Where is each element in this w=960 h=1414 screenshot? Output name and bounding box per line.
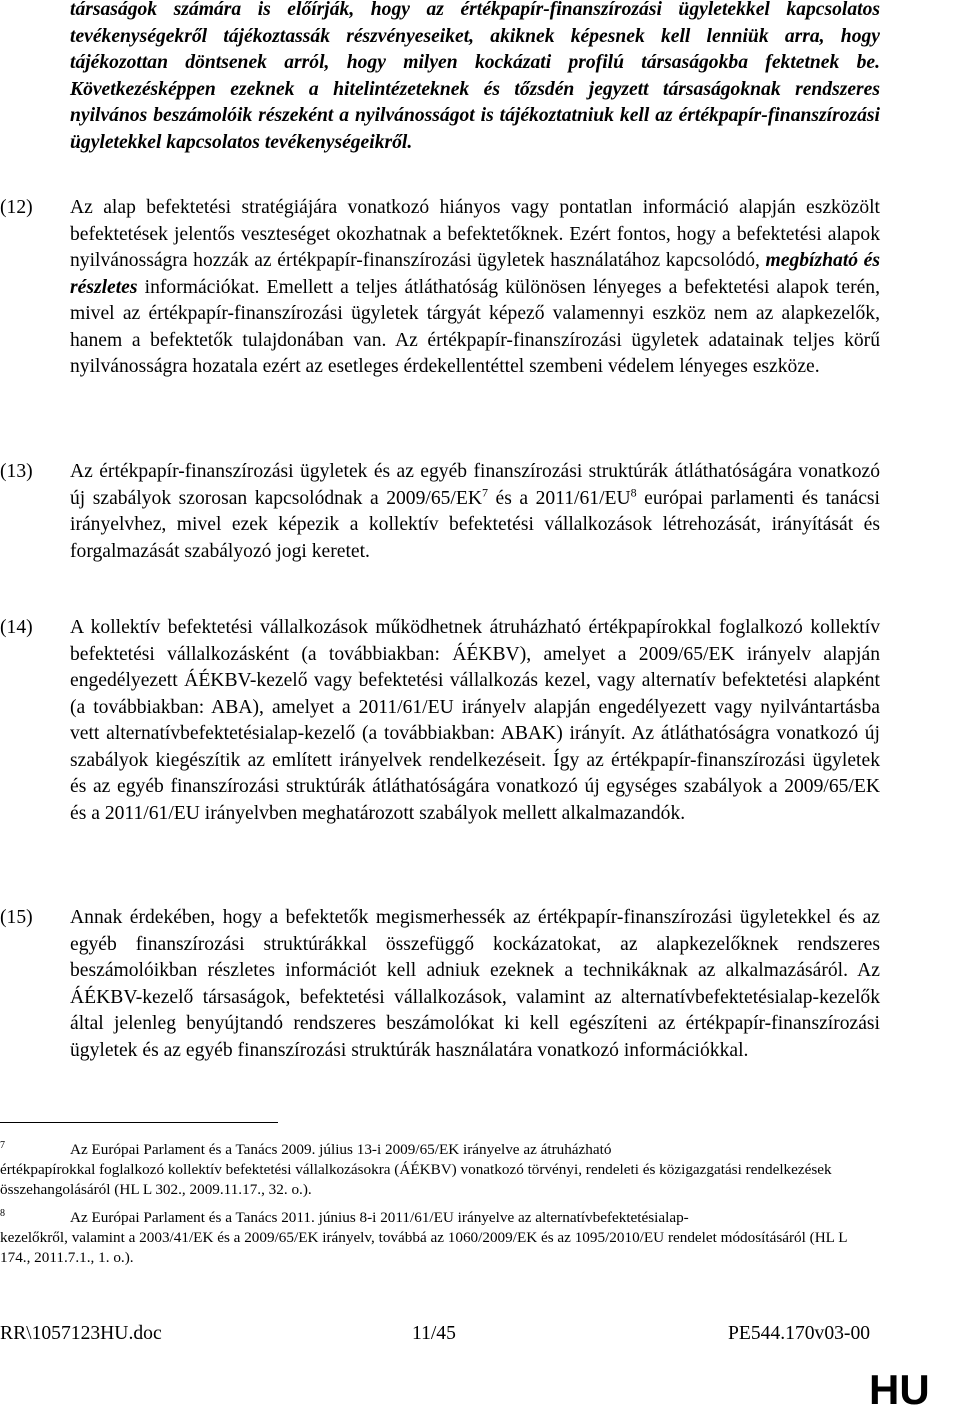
footer-page-number: 11/45 [412, 1323, 456, 1344]
footnote-first-line: Az Európai Parlament és a Tanács 2009. július 13-i 2009/65/EK irányelve az átruházható [70, 1141, 612, 1158]
footnote-7 [0, 1140, 880, 1200]
paragraph-15 [0, 905, 880, 1064]
footnote-ref-7[interactable]: 7 [481, 484, 488, 499]
footnote-mark: 7 [0, 1140, 5, 1151]
text-segment: információkat. Emellett a teljes átláthatóság különösen lényeges a befektetési alapok terén, mivel az értékpapír-finanszírozási ügyletek tárgyát képező valamennyi eszköz nem az alapkezelők, hanem a befektetők tulajdonában van. Az értékpapír-finanszírozási ügyletek adatainak teljes körű nyilvánosságra hozatala ezért az esetleges érdekellentéttel szembeni védelem lényeges eszköze. [70, 276, 880, 377]
footnote-separator [0, 1122, 278, 1123]
paragraph-text [70, 195, 880, 381]
text-segment: európai parlamenti és tanácsi irányelvhez, mivel ezek képezik a kollektív befektetési vállalkozások létrehozását, irányítását és forgalmazását szabályozó jogi keretet. [70, 487, 880, 562]
footnote-8 [0, 1208, 880, 1268]
paragraph-text: A kollektív befektetési vállalkozások működhetnek átruházható értékpapírokkal foglalkozó kollektív befektetési vállalkozásként (a továbbiakban: ÁÉKBV), amelyet a 2009/65/EK irányelv alapján engedélyezett ÁÉKBV-kezelő vagy befektetési vállalkozás kezel, vagy alternatív befektetési alapként (a továbbiakban: ABA), amelyet a 2011/61/EU irányelv alapján engedélyezett vagy nyilvántartásba vett alternatívbefektetésialap-kezelő (a továbbiakban: ABAK) irányít. Az átláthatóságra vonatkozó új szabályok kiegészítik az említett irányelvek rendelkezéseit. Így az értékpapír-finanszírozási ügyletek és az egyéb finanszírozási struktúrák átláthatóságára vonatkozó új egységes szabályok a 2009/65/EK és a 2011/61/EU irányelvben meghatározott szabályok mellett alkalmazandók. [70, 617, 880, 824]
footer-pe-ref: PE544.170v03-00 [728, 1323, 871, 1344]
paragraph-14 [0, 615, 880, 827]
text-segment: Az értékpapír-finanszírozási ügyletek és az egyéb finanszírozási struktúrák átláthatóságára vonatkozó új szabályok szorosan kapcsolódnak a 2009/65/EK [70, 461, 880, 509]
text-segment: és a 2011/61/EU [487, 487, 631, 509]
paragraph-text: Annak érdekében, hogy a befektetők megismerhessék az értékpapír-finanszírozási ügyletekkel és az egyéb finanszírozási struktúrákkal összefüggő kockázatokat, az alapkezelőknek rendszeres beszámolóikban részletes információt kell adniuk ezeknek a technikáknak az alkalmazásáról. Az ÁÉKBV-kezelő társaságok, befektetési vállalkozások, valamint az alternatívbefektetésialap-kezelők által jelenleg benyújtandó rendszeres beszámolókat ki kell egészíteni az értékpapír-finanszírozási ügyletek és az egyéb finanszírozási struktúrák használatára vonatkozó információkkal. [70, 907, 880, 1061]
intro-paragraph: társaságok számára is előírják, hogy az értékpapír-finanszírozási ügyletekkel kapcsolatos tevékenységekről tájékoztassák részvényeseiket, akiknek képesnek kell lenniük arra, hogy tájékozottan döntsenek arról, hogy milyen kockázati profilú társaságokba fektetnek be. Következésképpen ezeknek a hitelintézeteknek és tőzsdén jegyzett társaságoknak rendszeres nyilvános beszámolóik részeként a nyilvánosságot is tájékoztatniuk kell az értékpapír-finanszírozási ügyletekkel kapcsolatos tevékenységeikről. [70, 0, 880, 153]
footer-doc-ref: RR\1057123HU.doc [0, 1323, 162, 1344]
footnote-text: értékpapírokkal foglalkozó kollektív befektetési vállalkozásokra (ÁÉKBV) vonatkozó törvényi, rendeleti és közigazgatási rendelkezések összehangolásáról (HL L 302., 2009.11.17., 32. o.). [0, 1161, 832, 1198]
footnote-text: kezelőkről, valamint a 2003/41/EK és a 2009/65/EK irányelv, továbbá az 1060/2009/EK és az 1095/2010/EU rendelet módosításáról (HL L 174., 2011.7.1., 1. o.). [0, 1229, 847, 1266]
footnote-first-line: Az Európai Parlament és a Tanács 2011. június 8-i 2011/61/EU irányelve az alternatívbefektetésialap- [70, 1209, 689, 1226]
paragraph-number: (15) [0, 907, 33, 928]
footnote-ref-8[interactable]: 8 [630, 484, 637, 499]
text-segment: Az alap befektetési stratégiájára vonatkozó hiányos vagy pontatlan információ alapján eszközölt befektetések jelentős veszteséget okozhatnak a befektetőknek. Ezért fontos, hogy a befektetési alapok nyilvánosságra hozzák az értékpapír-finanszírozási ügyletek használatához kapcsolódó, [70, 197, 880, 271]
paragraph-13 [0, 459, 880, 565]
emphasized-text: megbízható és részletes [70, 250, 880, 298]
paragraph-12 [0, 195, 880, 381]
paragraph-text [70, 459, 880, 565]
footnote-mark: 8 [0, 1208, 5, 1219]
paragraph-number: (13) [0, 461, 33, 482]
paragraph-number: (12) [0, 197, 33, 218]
paragraph-number: (14) [0, 617, 33, 638]
language-code: HU [869, 1366, 930, 1413]
